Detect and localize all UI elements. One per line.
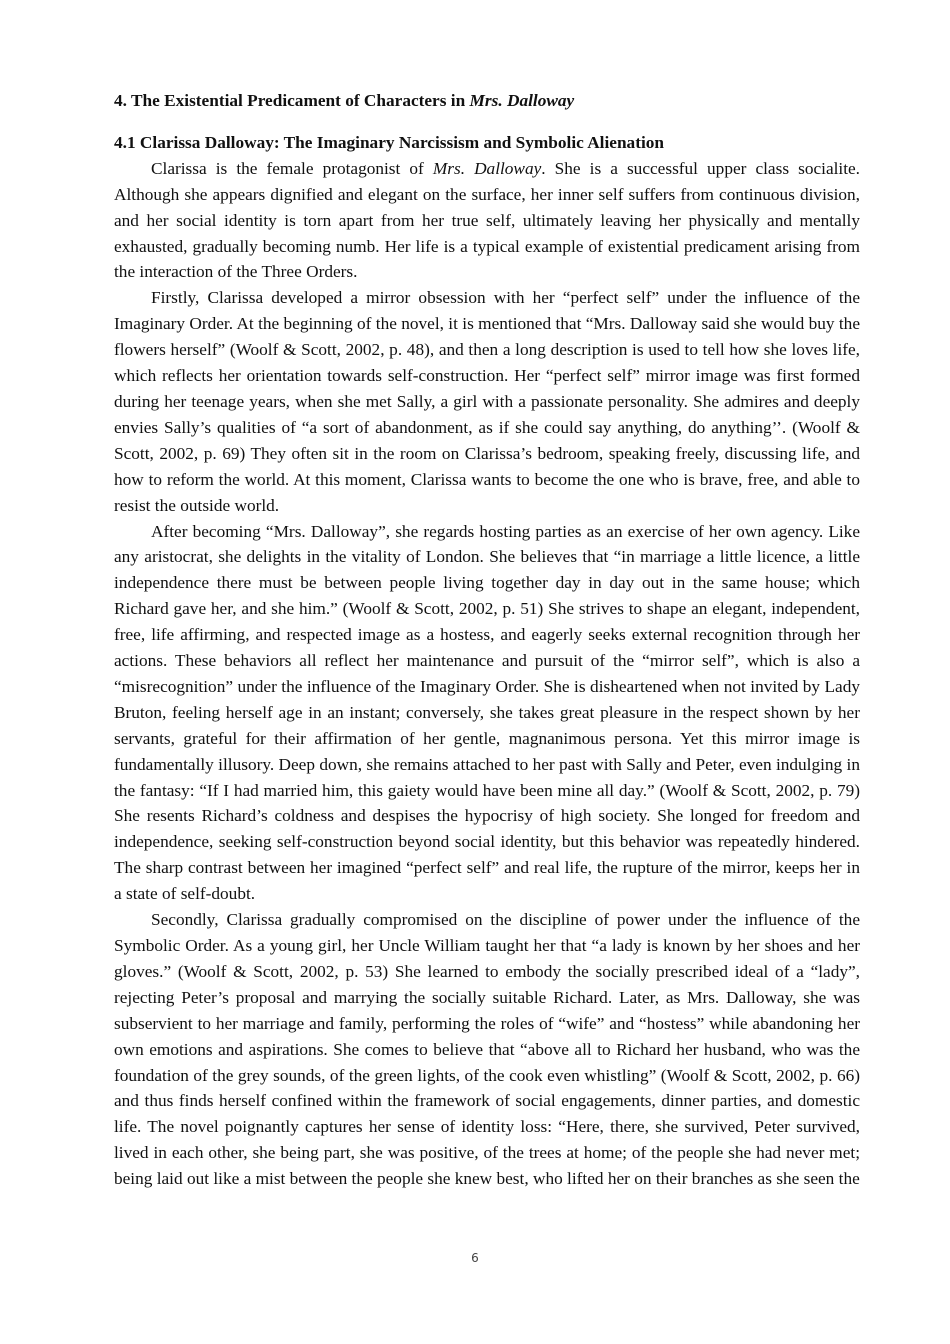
section-heading	[114, 88, 860, 114]
section-heading-title-italic: Mrs. Dalloway	[469, 91, 575, 110]
page-number: 6	[471, 1251, 479, 1265]
paragraph-4: Secondly, Clarissa gradually compromised on the discipline of power under the influence of the Symbolic Order. As a young girl, her Uncle William taught her that “a lady is known by her shoes and her gloves.” (Woolf & Scott, 2002, p. 53) She learned to embody the socially prescribed ideal of a “lady”, rejecting Peter’s proposal and marrying the socially suitable Richard. Later, as Mrs. Dalloway, she was subservient to her marriage and family, performing the roles of “wife” and “hostess” while abandoning her own emotions and aspirations. She comes to believe that “above all to Richard her husband, who was the foundation of the grey sounds, of the green lights, of the cook even whistling” (Woolf & Scott, 2002, p. 66) and thus finds herself confined within the framework of social engagements, dinner parties, and domestic life. The novel poignantly captures her sense of identity loss: “Here, there, she survived, Peter survived, lived in each other, she being part, she was positive, of the trees at home; of the people she had never met; being laid out like a mist between the people she knew best, who lifted her on their branches as she seen the	[114, 910, 860, 1189]
section-heading-text: 4. The Existential Predicament of Characters in	[114, 91, 470, 110]
paragraph-1-text-c: . She is a successful upper class socialite. Although she appears dignified and elegant on the surface, her inner self suffers from continuous division, and her social identity is torn apart from her true self, ultimately leaving her physically and mentally exhausted, gradually becoming numb. Her life is a typical example of existential predicament arising from the interaction of the Three Orders.	[114, 158, 861, 282]
subsection-heading: 4.1 Clarissa Dalloway: The Imaginary Narcissism and Symbolic Alienation	[114, 132, 665, 152]
paragraph-2: Firstly, Clarissa developed a mirror obsession with her “perfect self” under the influence of the Imaginary Order. At the beginning of the novel, it is mentioned that “Mrs. Dalloway said she would buy the flowers herself” (Woolf & Scott, 2002, p. 48), and then a long description is used to tell how she loves life, which reflects her orientation towards self-construction. Her “perfect self” mirror image was first formed during her teenage years, when she met Sally, a girl with a passionate personality. She admires and deeply envies Sally’s qualities of “a sort of abandonment, as if she could say anything, do anything’’. (Woolf & Scott, 2002, p. 69) They often sit in the room on Clarissa’s bedroom, speaking freely, discussing life, and how to reform the world. At this moment, Clarissa wants to become the one who is brave, free, and able to resist the outside world.	[114, 288, 860, 515]
paragraph-3: After becoming “Mrs. Dalloway”, she regards hosting parties as an exercise of her own agency. Like any aristocrat, she delights in the vitality of London. She believes that “in marriage a little licence, a little independence there must be between people living together day in day out in the same house; which Richard gave her, and she him.” (Woolf & Scott, 2002, p. 51) She strives to shape an elegant, independent, free, life affirming, and respected image as a hostess, and eagerly seeks external recognition through her actions. These behaviors all reflect her maintenance and pursuit of the “mirror self”, which is also a “misrecognition” under the influence of the Imaginary Order. She is disheartened when not invited by Lady Bruton, feeling herself age in an instant; conversely, she takes great pleasure in the respect shown by her servants, grateful for their affirmation of her gentle, magnanimous persona. Yet this mirror image is fundamentally illusory. Deep down, she remains attached to her past with Sally and Peter, even indulging in the fantasy: “If I had married him, this gaiety would have been mine all day.” (Woolf & Scott, 2002, p. 79) She resents Richard’s coldness and despises the hypocrisy of high society. She longed for freedom and independence, seeking self-construction beyond social identity, but this behavior was repeatedly hindered. The sharp contrast between her imagined “perfect self” and real life, the rupture of the mirror, keeps her in a state of self-doubt.	[114, 521, 860, 904]
document-page	[114, 88, 860, 1192]
paragraph-1-text-a: Clarissa is the female protagonist of	[151, 158, 433, 178]
paragraph-1-novel-title: Mrs. Dalloway	[432, 158, 542, 178]
paragraph-1	[114, 156, 860, 286]
